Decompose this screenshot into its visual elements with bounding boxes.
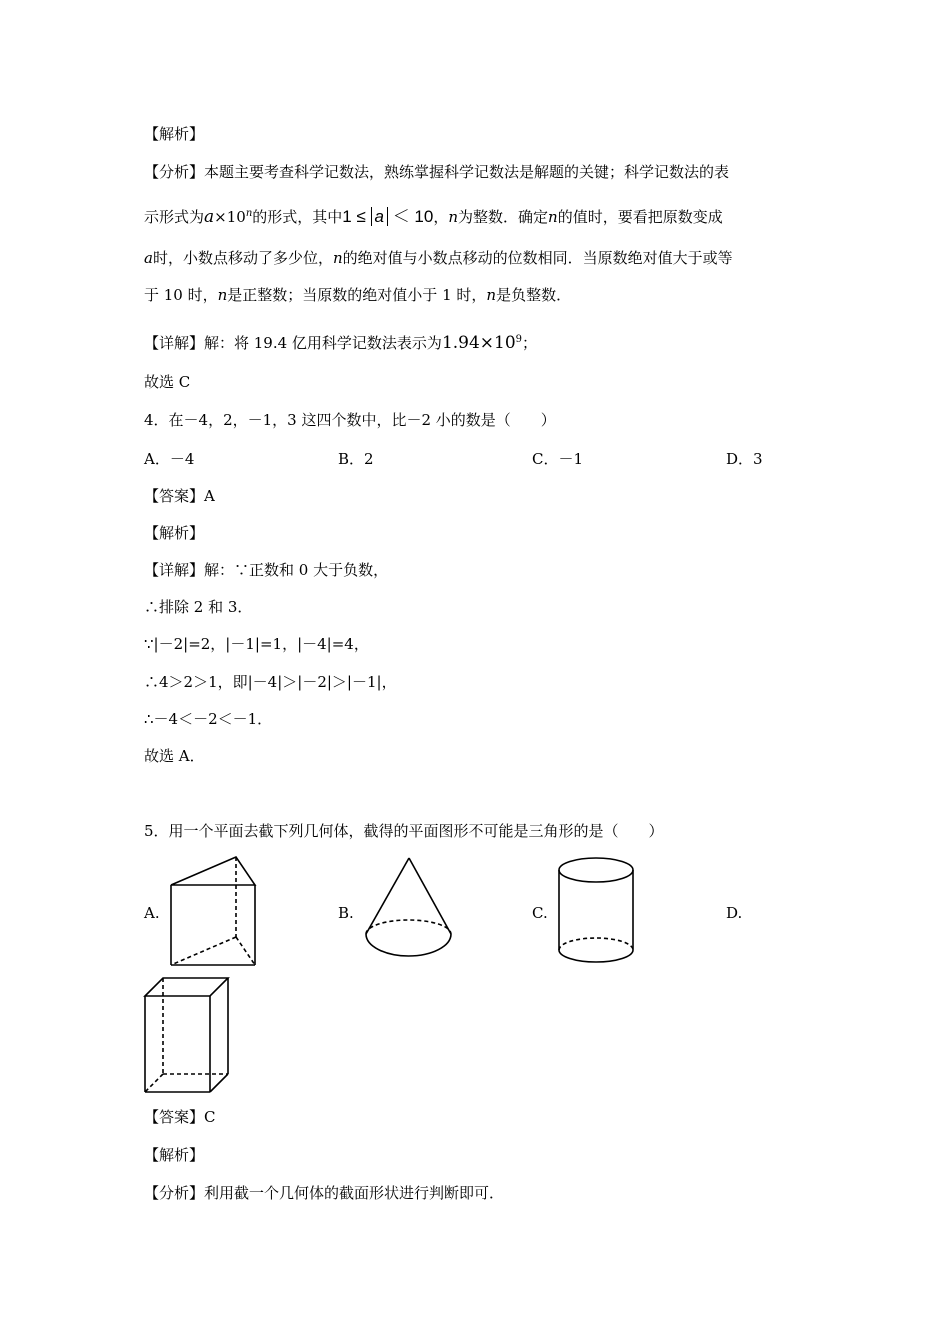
- question-4: 4．在－4，2，－1，3 这四个数中，比－2 小的数是（ ）: [144, 411, 556, 429]
- rectangular-prism-figure: [142, 975, 232, 1099]
- q4-option-b: B．2: [338, 450, 374, 468]
- q5-answer: 【答案】C: [144, 1108, 216, 1126]
- q4-detail-3: ∵|－2|=2，|－1|=1，|－4|=4，: [144, 635, 369, 653]
- q5-option-b: B.: [338, 904, 354, 922]
- analysis-text: 【分析】本题主要考查科学记数法，熟练掌握科学记数法是解题的关键；科学记数法的表: [144, 163, 730, 181]
- analysis-text-line3: a时，小数点移动了多少位，n的绝对值与小数点移动的位数相同．当原数绝对值大于或等: [144, 249, 733, 267]
- q4-detail-6: 故选 A．: [144, 747, 205, 765]
- q4-detail-4: ∴4＞2＞1，即|－4|＞|－2|＞|－1|，: [144, 673, 397, 691]
- q4-option-a: A．－4: [144, 450, 195, 468]
- q4-analysis-heading: 【解析】: [144, 524, 205, 542]
- detail-solution: 【详解】解：将 19.4 亿用科学记数法表示为$1.94\times 10^9$；: [144, 333, 538, 353]
- question-5: 5．用一个平面去截下列几何体，截得的平面图形不可能是三角形的是（ ）: [144, 822, 664, 840]
- q5-analysis-heading: 【解析】: [144, 1146, 205, 1164]
- triangular-prism-figure: [168, 855, 260, 969]
- q5-analysis-text: 【分析】利用截一个几何体的截面形状进行判断即可．: [144, 1184, 505, 1202]
- analysis-heading: 【解析】: [144, 125, 205, 143]
- answer-choice: 故选 C: [144, 373, 191, 391]
- q5-option-d: D.: [726, 904, 743, 922]
- q5-option-a: A.: [144, 904, 160, 922]
- q4-option-c: C．－1: [532, 450, 584, 468]
- q4-detail-1: 【详解】解：∵正数和 0 大于负数，: [144, 561, 389, 579]
- cylinder-figure: [556, 855, 640, 967]
- q5-option-c: C.: [532, 904, 548, 922]
- q4-option-d: D．3: [726, 450, 763, 468]
- q4-answer: 【答案】A: [144, 487, 215, 505]
- q4-detail-2: ∴排除 2 和 3．: [144, 598, 253, 616]
- q4-detail-5: ∴－4＜－2＜－1．: [144, 710, 273, 728]
- analysis-text-line2: 示形式为$a\times 10^n$的形式，其中1 ≤ a ＜ 10，n为整数．确定n的值时，要看把原数变成: [144, 207, 723, 227]
- analysis-text-line4: 于 10 时，n是正整数；当原数的绝对值小于 1 时，n是负整数．: [144, 286, 572, 304]
- cone-figure: [362, 855, 456, 965]
